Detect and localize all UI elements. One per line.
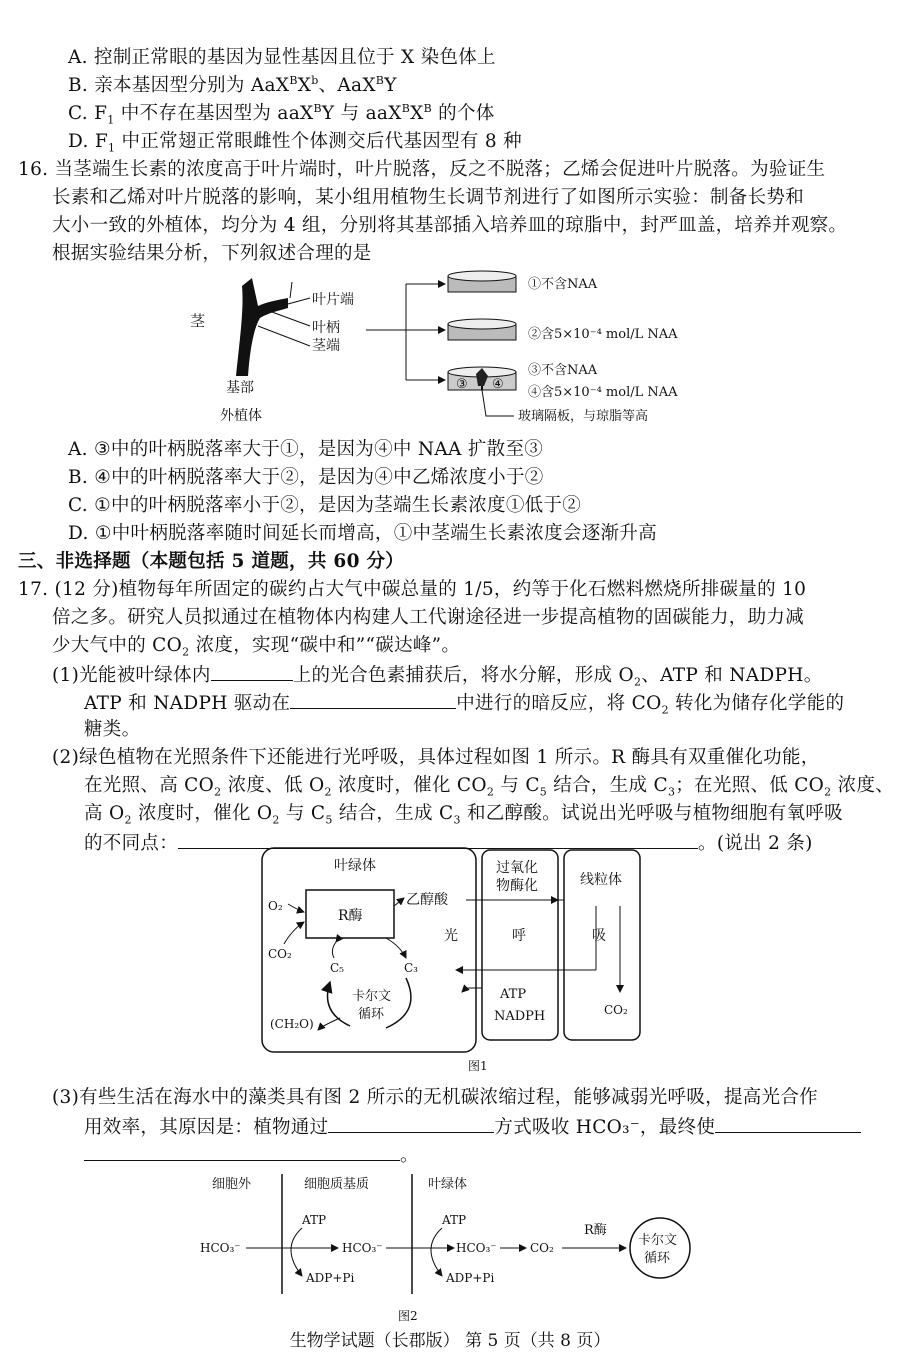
calvin-cycle-circle: [630, 1218, 690, 1278]
q17-line1: 17. (12 分)植物每年所固定的碳约占大气中碳总量的 1/5，约等于化石燃料燃烧所排碳量的 10: [18, 579, 807, 600]
label-hco3-2: HCO₃⁻: [342, 1241, 383, 1255]
q17-part1-line3: 糖类。: [84, 719, 141, 740]
label-outside-cell: 细胞外: [212, 1177, 252, 1192]
label-petiole: 叶柄: [312, 320, 340, 336]
label-explant: 外植体: [220, 408, 262, 424]
answer-blank-5[interactable]: [715, 1112, 861, 1133]
q16-stem-line4: 根据实验结果分析，下列叙述合理的是: [52, 243, 372, 264]
label-calvin-2-2: 循环: [644, 1251, 671, 1266]
label-nadph: NADPH: [494, 1009, 546, 1024]
label-c3: C₃: [404, 961, 418, 975]
label-guang: 光: [444, 928, 458, 944]
label-hco3-1: HCO₃⁻: [200, 1241, 241, 1255]
label-dish3a: ③不含NAA: [528, 363, 598, 378]
q16-figure: [170, 268, 750, 428]
q15-option-d: D. $F_1$ 中正常翅正常眼雌性个体测交后代基因型有 8 种: [68, 131, 522, 155]
label-xi: 吸: [592, 928, 606, 944]
label-calvin-2: 循环: [358, 1007, 385, 1022]
q17-part1-line2: ATP 和 NADPH 驱动在 中进行的暗反应，将 $CO_2$ 转化为储存化学能的: [84, 688, 844, 718]
label-cytoplasm: 细胞质基质: [304, 1177, 370, 1192]
label-atp-2: ATP: [442, 1213, 467, 1227]
petri-dish-1: [448, 271, 516, 292]
q17-part2-line4: 的不同点： 。(说出 2 条): [84, 828, 813, 858]
label-atp-1: ATP: [302, 1213, 327, 1227]
q17-part2-line3: 高 $O_2$ 浓度时，催化 $O_2$ 与 $C_5$ 结合，生成 $C_3$ 和乙醇酸。试说出光呼吸与植物细胞有氧呼吸: [84, 803, 843, 827]
label-dish2: ②含5×10⁻⁴ mol/L NAA: [528, 327, 678, 342]
label-co2-out: CO₂: [604, 1003, 628, 1017]
label-peroxisome-1: 过氧化: [496, 860, 538, 876]
q17-part3-line3: 。: [84, 1140, 419, 1170]
q16-option-a: A. ③中的叶柄脱落率大于①，是因为④中 NAA 扩散至③: [68, 439, 544, 460]
label-stem: 茎: [190, 312, 206, 330]
label-leaf-end: 叶片端: [312, 292, 354, 308]
figure-2-carbon-concentration: [196, 1168, 736, 1324]
label-glass-partition: 玻璃隔板，与琼脂等高: [518, 409, 649, 424]
q17-part1-line1: (1)光能被叶绿体内 上的光合色素捕获后，将水分解，形成 $O_2$、ATP 和 NADPH。: [52, 660, 823, 690]
figure-2-caption: 图2: [398, 1309, 418, 1323]
label-hu: 呼: [512, 928, 526, 944]
q16-stem-line2: 长素和乙烯对叶片脱落的影响，某小组用植物生长调节剂进行了如图所示实验：制备长势和: [52, 187, 805, 208]
figure-1-photorespiration: [256, 842, 646, 1072]
answer-blank-2[interactable]: [290, 688, 456, 709]
label-dish3-right: ④: [492, 377, 504, 392]
q17-part2-line1: (2)绿色植物在光照条件下还能进行光呼吸，具体过程如图 1 所示。R 酶具有双重催化功能，: [52, 747, 820, 768]
q17-line3: 少大气中的 $CO_2$ 浓度，实现“碳中和”“碳达峰”。: [52, 635, 461, 659]
label-co2: CO₂: [268, 947, 292, 961]
label-r-enzyme-2: R酶: [584, 1223, 607, 1238]
q17-part2-line2: 在光照、高 $CO_2$ 浓度、低 $O_2$ 浓度时，催化 $CO_2$ 与 $C_5$ 结合，生成 $C_3$；在光照、低 $CO_2$ 浓度、: [84, 775, 895, 799]
answer-blank-1[interactable]: [211, 660, 293, 681]
explant-stem-shape: [236, 278, 288, 376]
label-adp-1: ADP+Pi: [306, 1271, 355, 1285]
q16-stem-line1: 16. 当茎端生长素的浓度高于叶片端时，叶片脱落，反之不脱落；乙烯会促进叶片脱落。为验证生: [18, 159, 826, 180]
label-calvin-2-1: 卡尔文: [638, 1233, 678, 1248]
label-hco3-3: HCO₃⁻: [456, 1241, 497, 1255]
section-3-heading: 三、非选择题（本题包括 5 道题，共 60 分）: [18, 551, 405, 572]
q17-part3-line2: 用效率，其原因是：植物通过 方式吸收 HCO₃⁻，最终使: [84, 1112, 861, 1142]
q16-stem-line3: 大小一致的外植体，均分为 4 组，分别将其基部插入培养皿的琼脂中，封严皿盖，培养并观察。: [52, 215, 848, 236]
figure-1-caption: 图1: [468, 1059, 488, 1072]
label-peroxisome-2: 物酶化: [496, 878, 538, 894]
label-adp-2: ADP+Pi: [446, 1271, 495, 1285]
q17-part3-line1: (3)有些生活在海水中的藻类具有图 2 所示的无机碳浓缩过程，能够减弱光呼吸，提高光合作: [52, 1087, 818, 1108]
petri-dish-2: [448, 319, 516, 340]
answer-blank-6[interactable]: [84, 1140, 400, 1161]
q17-line2: 倍之多。研究人员拟通过在植物体内构建人工代谢途径进一步提高植物的固碳能力，助力减: [52, 607, 805, 628]
label-ch2o: (CH₂O): [270, 1017, 314, 1031]
q16-option-c: C. ①中的叶柄脱落率小于②，是因为茎端生长素浓度①低于②: [68, 495, 582, 516]
label-base: 基部: [226, 380, 254, 396]
label-glycolate: 乙醇酸: [406, 892, 448, 908]
label-r-enzyme: R酶: [338, 908, 363, 924]
q15-option-a: A. 控制正常眼的基因为显性基因且位于 X 染色体上: [68, 47, 496, 68]
q15-option-c: C. $F_1$ 中不存在基因型为 aaX$^B$Y 与 $aaX^BX^B$ 的个体: [68, 101, 495, 127]
label-chloroplast: 叶绿体: [334, 858, 376, 874]
label-dish3b: ④含5×10⁻⁴ mol/L NAA: [528, 385, 678, 400]
label-o2: O₂: [268, 899, 283, 913]
q16-option-b: B. ④中的叶柄脱落率大于②，是因为④中乙烯浓度小于②: [68, 467, 544, 488]
label-stem-end: 茎端: [312, 338, 340, 354]
answer-blank-4[interactable]: [328, 1112, 494, 1133]
label-dish1: ①不含NAA: [528, 277, 598, 292]
label-calvin-1: 卡尔文: [352, 989, 392, 1004]
label-atp: ATP: [500, 987, 527, 1002]
label-dish3-left: ③: [456, 377, 468, 392]
label-mitochondrion: 线粒体: [580, 872, 622, 888]
q15-option-b: B. 亲本基因型分别为 $AaX^BX^b$、AaX$^B$Y: [68, 73, 397, 96]
label-chloroplast-2: 叶绿体: [428, 1177, 468, 1192]
page-footer: 生物学试题（长郡版） 第 5 页（共 8 页）: [289, 1331, 611, 1351]
label-c5: C₅: [330, 961, 344, 975]
q16-option-d: D. ①中叶柄脱落率随时间延长而增高，①中茎端生长素浓度会逐渐升高: [68, 523, 657, 544]
label-co2-2: CO₂: [530, 1241, 554, 1255]
